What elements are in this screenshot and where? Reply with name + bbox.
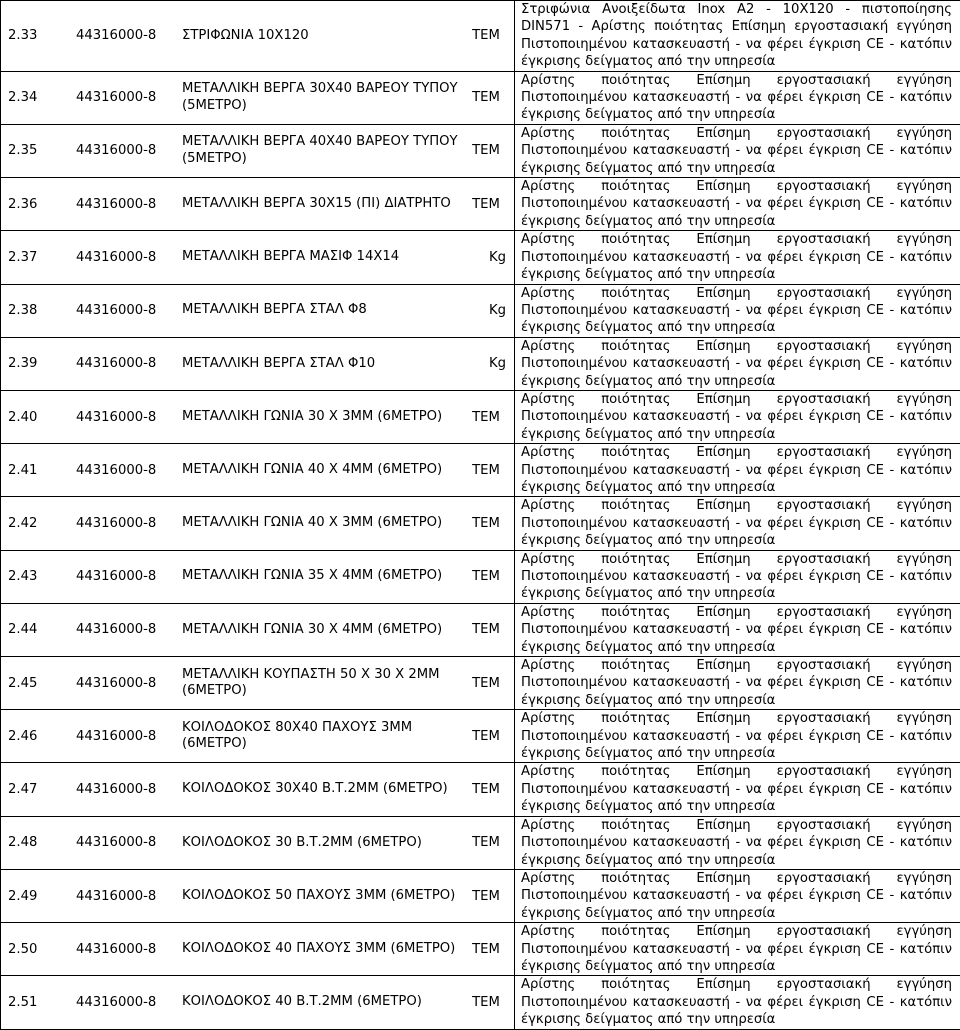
item-number: 2.44 (1, 622, 70, 637)
item-cell (1, 710, 515, 763)
spec-cell (515, 550, 960, 603)
item-description: ΜΕΤΑΛΛΙΚΗ ΚΟΥΠΑΣΤΗ 50 Χ 30 Χ 2ΜΜ (6ΜΕΤΡΟ) (172, 667, 458, 700)
item-cell (1, 178, 515, 231)
item-cell (1, 657, 515, 710)
item-unit: Kg (450, 250, 514, 265)
item-number: 2.46 (1, 729, 70, 744)
table-row (1, 497, 960, 550)
item-cell (1, 976, 515, 1029)
item-specification: Αρίστης ποιότητας Επίσημη εργοστασιακή εγγύηση Πιστοποιημένου κατασκευαστή - να φέρει έγκριση CE - κατόπιν έγκρισης δείγματος από την υπηρεσία (515, 657, 960, 709)
item-unit: Kg (450, 356, 514, 371)
item-description: ΜΕΤΑΛΛΙΚΗ ΓΩΝΙΑ 40 Χ 3ΜΜ (6ΜΕΤΡΟ) (172, 515, 458, 532)
spec-cell (515, 816, 960, 869)
item-description: ΜΕΤΑΛΛΙΚΗ ΓΩΝΙΑ 30 Χ 4ΜΜ (6ΜΕΤΡΟ) (172, 622, 458, 639)
item-cpv-code: 44316000-8 (70, 303, 172, 318)
item-number: 2.45 (1, 676, 70, 691)
table-row (1, 603, 960, 656)
item-cpv-code: 44316000-8 (70, 782, 172, 797)
spec-cell (515, 763, 960, 816)
item-description: ΜΕΤΑΛΛΙΚΗ ΒΕΡΓΑ ΣΤΑΛ Φ8 (172, 302, 450, 319)
item-description: ΜΕΤΑΛΛΙΚΗ ΓΩΝΙΑ 35 Χ 4ΜΜ (6ΜΕΤΡΟ) (172, 568, 458, 585)
item-cell (1, 1, 515, 72)
item-cpv-code: 44316000-8 (70, 90, 172, 105)
item-cpv-code: 44316000-8 (70, 463, 172, 478)
item-description: ΜΕΤΑΛΛΙΚΗ ΓΩΝΙΑ 40 Χ 4ΜΜ (6ΜΕΤΡΟ) (172, 462, 458, 479)
item-unit: ΤΕΜ (458, 995, 514, 1010)
item-unit: ΤΕΜ (458, 569, 514, 584)
item-number: 2.37 (1, 250, 70, 265)
spec-cell (515, 390, 960, 443)
item-cpv-code: 44316000-8 (70, 569, 172, 584)
spec-cell (515, 603, 960, 656)
item-cell (1, 337, 515, 390)
item-cell (1, 763, 515, 816)
item-unit: ΤΕΜ (458, 143, 514, 158)
item-cpv-code: 44316000-8 (70, 410, 172, 425)
item-cpv-code: 44316000-8 (70, 622, 172, 637)
item-number: 2.47 (1, 782, 70, 797)
table-row (1, 71, 960, 124)
item-number: 2.38 (1, 303, 70, 318)
item-number: 2.48 (1, 835, 70, 850)
item-cell (1, 390, 515, 443)
item-cell (1, 603, 515, 656)
item-unit: Kg (450, 303, 514, 318)
item-cpv-code: 44316000-8 (70, 197, 172, 212)
item-number: 2.40 (1, 410, 70, 425)
item-unit: ΤΕΜ (458, 729, 514, 744)
item-specification: Αρίστης ποιότητας Επίσημη εργοστασιακή εγγύηση Πιστοποιημένου κατασκευαστή - να φέρει έγκριση CE - κατόπιν έγκρισης δείγματος από την υπηρεσία (515, 125, 960, 177)
item-cpv-code: 44316000-8 (70, 28, 172, 43)
item-description: ΚΟΙΛΟΔΟΚΟΣ 30Χ40 Β.Τ.2ΜΜ (6ΜΕΤΡΟ) (172, 781, 458, 798)
table-row (1, 869, 960, 922)
item-cell (1, 124, 515, 177)
item-specification: Αρίστης ποιότητας Επίσημη εργοστασιακή εγγύηση Πιστοποιημένου κατασκευαστή - να φέρει έγκριση CE - κατόπιν έγκρισης δείγματος από την υπηρεσία (515, 976, 960, 1028)
spec-cell (515, 923, 960, 976)
item-specification: Αρίστης ποιότητας Επίσημη εργοστασιακή εγγύηση Πιστοποιημένου κατασκευαστή - να φέρει έγκριση CE - κατόπιν έγκρισης δείγματος από την υπηρεσία (515, 923, 960, 975)
item-specification: Αρίστης ποιότητας Επίσημη εργοστασιακή εγγύηση Πιστοποιημένου κατασκευαστή - να φέρει έγκριση CE - κατόπιν έγκρισης δείγματος από την υπηρεσία (515, 72, 960, 124)
spec-cell (515, 444, 960, 497)
item-unit: ΤΕΜ (458, 516, 514, 531)
item-description: ΜΕΤΑΛΛΙΚΗ ΒΕΡΓΑ ΣΤΑΛ Φ10 (172, 356, 450, 373)
table-row (1, 337, 960, 390)
item-unit: ΤΕΜ (458, 782, 514, 797)
item-cell (1, 550, 515, 603)
item-unit: ΤΕΜ (458, 28, 514, 43)
spec-cell (515, 231, 960, 284)
item-specification: Αρίστης ποιότητας Επίσημη εργοστασιακή εγγύηση Πιστοποιημένου κατασκευαστή - να φέρει έγκριση CE - κατόπιν έγκρισης δείγματος από την υπηρεσία (515, 551, 960, 603)
item-cpv-code: 44316000-8 (70, 676, 172, 691)
item-description: ΚΟΙΛΟΔΟΚΟΣ 30 Β.Τ.2ΜΜ (6ΜΕΤΡΟ) (172, 835, 458, 852)
item-number: 2.39 (1, 356, 70, 371)
item-number: 2.41 (1, 463, 70, 478)
item-cpv-code: 44316000-8 (70, 942, 172, 957)
spec-cell (515, 657, 960, 710)
spec-cell (515, 71, 960, 124)
item-cpv-code: 44316000-8 (70, 889, 172, 904)
item-number: 2.42 (1, 516, 70, 531)
spec-cell (515, 124, 960, 177)
item-specification: Στριφώνια Ανοιξείδωτα Inox A2 - 10X120 - πιστοποίησης DIN571 - Αρίστης ποιότητας Επίσημη εργοστασιακή εγγύηση Πιστοποιημένου κατασκευαστή - να φέρει έγκριση CE - κατόπιν έγκρισης δείγματος από την υπηρεσία (515, 1, 960, 71)
item-number: 2.35 (1, 143, 70, 158)
item-number: 2.50 (1, 942, 70, 957)
item-description: ΜΕΤΑΛΛΙΚΗ ΒΕΡΓΑ 30Χ15 (ΠΙ) ΔΙΑΤΡΗΤΟ (172, 196, 458, 213)
item-cell (1, 284, 515, 337)
item-number: 2.51 (1, 995, 70, 1010)
spec-cell (515, 337, 960, 390)
item-specification: Αρίστης ποιότητας Επίσημη εργοστασιακή εγγύηση Πιστοποιημένου κατασκευαστή - να φέρει έγκριση CE - κατόπιν έγκρισης δείγματος από την υπηρεσία (515, 285, 960, 337)
item-cpv-code: 44316000-8 (70, 143, 172, 158)
item-specification: Αρίστης ποιότητας Επίσημη εργοστασιακή εγγύηση Πιστοποιημένου κατασκευαστή - να φέρει έγκριση CE - κατόπιν έγκρισης δείγματος από την υπηρεσία (515, 391, 960, 443)
item-specification: Αρίστης ποιότητας Επίσημη εργοστασιακή εγγύηση Πιστοποιημένου κατασκευαστή - να φέρει έγκριση CE - κατόπιν έγκρισης δείγματος από την υπηρεσία (515, 870, 960, 922)
item-specification: Αρίστης ποιότητας Επίσημη εργοστασιακή εγγύηση Πιστοποιημένου κατασκευαστή - να φέρει έγκριση CE - κατόπιν έγκρισης δείγματος από την υπηρεσία (515, 231, 960, 283)
item-unit: ΤΕΜ (458, 676, 514, 691)
table-row (1, 763, 960, 816)
item-unit: ΤΕΜ (458, 197, 514, 212)
item-specification: Αρίστης ποιότητας Επίσημη εργοστασιακή εγγύηση Πιστοποιημένου κατασκευαστή - να φέρει έγκριση CE - κατόπιν έγκρισης δείγματος από την υπηρεσία (515, 817, 960, 869)
item-cpv-code: 44316000-8 (70, 729, 172, 744)
item-description: ΣΤΡΙΦΩΝΙΑ 10Χ120 (172, 28, 458, 45)
item-cell (1, 444, 515, 497)
item-number: 2.36 (1, 197, 70, 212)
table-row (1, 710, 960, 763)
item-specification: Αρίστης ποιότητας Επίσημη εργοστασιακή εγγύηση Πιστοποιημένου κατασκευαστή - να φέρει έγκριση CE - κατόπιν έγκρισης δείγματος από την υπηρεσία (515, 444, 960, 496)
item-unit: ΤΕΜ (458, 90, 514, 105)
item-unit: ΤΕΜ (458, 889, 514, 904)
table-row (1, 284, 960, 337)
item-description: ΜΕΤΑΛΛΙΚΗ ΒΕΡΓΑ ΜΑΣΙΦ 14Χ14 (172, 249, 450, 266)
item-cpv-code: 44316000-8 (70, 835, 172, 850)
item-specification: Αρίστης ποιότητας Επίσημη εργοστασιακή εγγύηση Πιστοποιημένου κατασκευαστή - να φέρει έγκριση CE - κατόπιν έγκρισης δείγματος από την υπηρεσία (515, 604, 960, 656)
item-cell (1, 816, 515, 869)
item-cpv-code: 44316000-8 (70, 250, 172, 265)
item-specification: Αρίστης ποιότητας Επίσημη εργοστασιακή εγγύηση Πιστοποιημένου κατασκευαστή - να φέρει έγκριση CE - κατόπιν έγκρισης δείγματος από την υπηρεσία (515, 710, 960, 762)
item-unit: ΤΕΜ (458, 622, 514, 637)
item-description: ΚΟΙΛΟΔΟΚΟΣ 40 ΠΑΧΟΥΣ 3ΜΜ (6ΜΕΤΡΟ) (172, 941, 458, 958)
table-row (1, 1, 960, 72)
item-cell (1, 71, 515, 124)
spec-cell (515, 497, 960, 550)
item-specification: Αρίστης ποιότητας Επίσημη εργοστασιακή εγγύηση Πιστοποιημένου κατασκευαστή - να φέρει έγκριση CE - κατόπιν έγκρισης δείγματος από την υπηρεσία (515, 763, 960, 815)
table-row (1, 657, 960, 710)
item-cpv-code: 44316000-8 (70, 516, 172, 531)
items-table-body (1, 1, 960, 1030)
spec-cell (515, 976, 960, 1029)
table-row (1, 444, 960, 497)
table-row (1, 816, 960, 869)
item-description: ΜΕΤΑΛΛΙΚΗ ΒΕΡΓΑ 40Χ40 ΒΑΡΕΟΥ ΤΥΠΟΥ (5ΜΕΤΡΟ) (172, 134, 458, 167)
table-row (1, 923, 960, 976)
item-description: ΚΟΙΛΟΔΟΚΟΣ 40 Β.Τ.2ΜΜ (6ΜΕΤΡΟ) (172, 994, 458, 1011)
item-specification: Αρίστης ποιότητας Επίσημη εργοστασιακή εγγύηση Πιστοποιημένου κατασκευαστή - να φέρει έγκριση CE - κατόπιν έγκρισης δείγματος από την υπηρεσία (515, 497, 960, 549)
table-row (1, 976, 960, 1029)
item-description: ΜΕΤΑΛΛΙΚΗ ΓΩΝΙΑ 30 Χ 3ΜΜ (6ΜΕΤΡΟ) (172, 409, 458, 426)
item-cpv-code: 44316000-8 (70, 356, 172, 371)
item-unit: ΤΕΜ (458, 463, 514, 478)
item-description: ΚΟΙΛΟΔΟΚΟΣ 50 ΠΑΧΟΥΣ 3ΜΜ (6ΜΕΤΡΟ) (172, 888, 458, 905)
item-description: ΚΟΙΛΟΔΟΚΟΣ 80Χ40 ΠΑΧΟΥΣ 3ΜΜ (6ΜΕΤΡΟ) (172, 720, 458, 753)
item-number: 2.34 (1, 90, 70, 105)
item-cell (1, 869, 515, 922)
item-number: 2.43 (1, 569, 70, 584)
item-cell (1, 923, 515, 976)
item-number: 2.33 (1, 28, 70, 43)
item-unit: ΤΕΜ (458, 835, 514, 850)
item-description: ΜΕΤΑΛΛΙΚΗ ΒΕΡΓΑ 30Χ40 ΒΑΡΕΟΥ ΤΥΠΟΥ (5ΜΕΤΡΟ) (172, 81, 458, 114)
item-cpv-code: 44316000-8 (70, 995, 172, 1010)
item-unit: ΤΕΜ (458, 942, 514, 957)
table-row (1, 231, 960, 284)
spec-cell (515, 869, 960, 922)
item-unit: ΤΕΜ (458, 410, 514, 425)
spec-cell (515, 710, 960, 763)
item-specification: Αρίστης ποιότητας Επίσημη εργοστασιακή εγγύηση Πιστοποιημένου κατασκευαστή - να φέρει έγκριση CE - κατόπιν έγκρισης δείγματος από την υπηρεσία (515, 178, 960, 230)
table-row (1, 390, 960, 443)
table-row (1, 550, 960, 603)
spec-cell (515, 178, 960, 231)
item-cell (1, 231, 515, 284)
spec-cell (515, 284, 960, 337)
item-number: 2.49 (1, 889, 70, 904)
table-row (1, 178, 960, 231)
item-specification: Αρίστης ποιότητας Επίσημη εργοστασιακή εγγύηση Πιστοποιημένου κατασκευαστή - να φέρει έγκριση CE - κατόπιν έγκρισης δείγματος από την υπηρεσία (515, 338, 960, 390)
table-row (1, 124, 960, 177)
spec-cell (515, 1, 960, 72)
item-cell (1, 497, 515, 550)
